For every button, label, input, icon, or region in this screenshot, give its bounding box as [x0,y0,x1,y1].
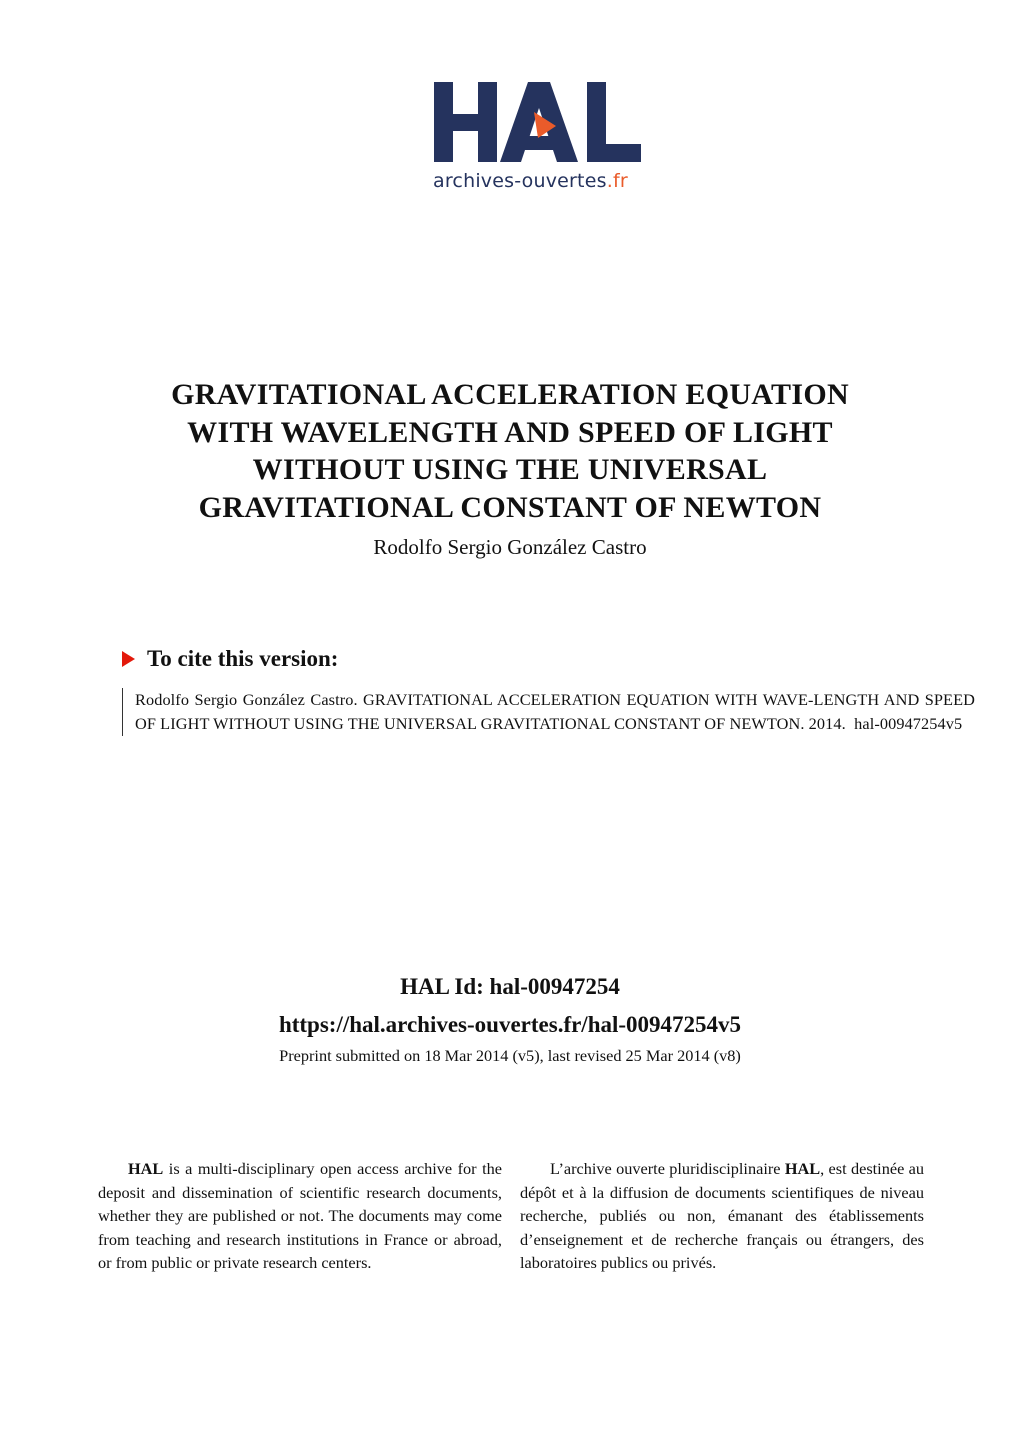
cite-heading [122,646,338,672]
triangle-bullet-icon [122,651,135,667]
author-name: Rodolfo Sergio González Castro [373,535,647,559]
title-line: WITH WAVELENGTH AND SPEED OF LIGHT [187,415,833,449]
english-text: is a multi-disciplinary open access archive for the deposit and dissemination of scientific research documents, whether they are published or not. The documents may come from teaching and research institutions in France or abroad, or from public or private research centers. [98,1159,502,1272]
hal-logo-mark [430,78,645,168]
preprint-note: Preprint submitted on 18 Mar 2014 (v5), last revised 25 Mar 2014 (v8) [279,1046,741,1065]
french-description [520,1157,924,1275]
french-text-after: , est destinée au dépôt et à la diffusion de documents scientifiques de niveau recherche, publiés ou non, émanant des établissements d’enseignement et de recherche français ou étrangers, des laboratoires publics ou privés. [520,1159,924,1272]
french-text-before: L’archive ouverte pluridisciplinaire [550,1159,785,1178]
citation-text: Rodolfo Sergio González Castro. GRAVITATIONAL ACCELERATION EQUATION WITH WAVE-LENGTH AND SPEED OF LIGHT WITHOUT USING THE UNIVERSAL GRAVITATIONAL CONSTANT OF NEWTON. 2014. hal-00947254v5 [122,688,975,736]
hal-id: HAL Id: hal-00947254 [400,974,620,999]
logo-subtitle-main: archives-ouvertes [433,170,607,192]
title-line: GRAVITATIONAL CONSTANT OF NEWTON [198,490,822,524]
logo-subtitle-suffix: .fr [606,170,628,192]
cite-heading-label: To cite this version: [147,646,339,671]
logo-subtitle [433,170,648,192]
paper-title [90,376,930,526]
hal-bold-label: HAL [128,1159,164,1178]
title-line: WITHOUT USING THE UNIVERSAL [252,453,768,486]
title-line: GRAVITATIONAL ACCELERATION EQUATION [171,378,849,411]
hal-url-link[interactable]: https://hal.archives-ouvertes.fr/hal-00947254v5 [278,1012,742,1037]
english-description [98,1157,502,1275]
hal-id-block [90,968,930,1044]
hal-bold-label: HAL [784,1159,821,1178]
